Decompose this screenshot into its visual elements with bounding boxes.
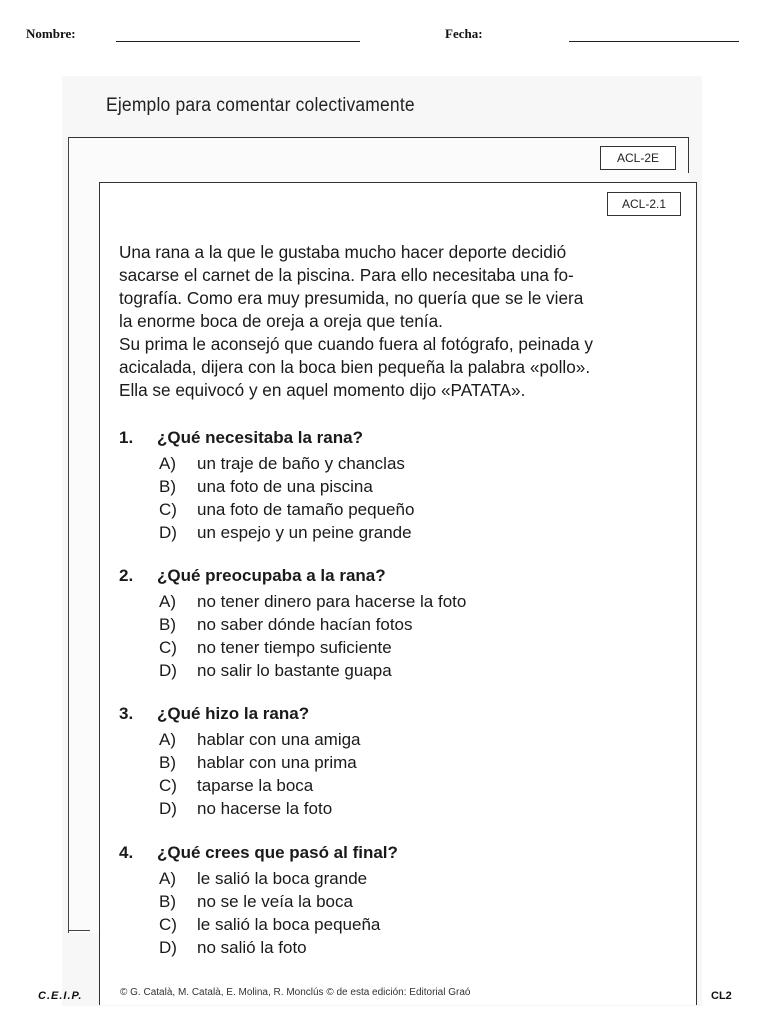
option-letter: A): [159, 454, 176, 473]
option-letter: B): [159, 892, 176, 911]
name-label: Nombre:: [26, 26, 76, 41]
option-text: una foto de una piscina: [197, 477, 373, 496]
question-number: 4.: [119, 843, 134, 862]
story-line: tografía. Como era muy presumida, no quería que se le viera: [119, 288, 584, 308]
question-title: [119, 843, 679, 867]
option-b: [119, 890, 679, 913]
option-letter: D): [159, 799, 177, 818]
option-d: [119, 659, 679, 682]
question-title: [119, 566, 679, 590]
question-text: ¿Qué crees que pasó al final?: [157, 843, 398, 862]
example-title: Ejemplo para comentar colectivamente: [106, 95, 415, 116]
question-2: [119, 566, 679, 682]
back-worksheet-edge: [688, 137, 689, 173]
question-1: [119, 428, 679, 544]
option-text: hablar con una amiga: [197, 730, 361, 749]
option-letter: D): [159, 523, 177, 542]
option-b: [119, 613, 679, 636]
option-letter: A): [159, 730, 176, 749]
option-letter: A): [159, 869, 176, 888]
option-text: no saber dónde hacían fotos: [197, 615, 413, 634]
option-text: le salió la boca pequeña: [197, 915, 381, 934]
school-label: C.E.I.P.: [38, 990, 83, 1002]
option-c: [119, 636, 679, 659]
option-d: [119, 521, 679, 544]
front-code-box: ACL-2.1: [607, 192, 681, 216]
option-letter: D): [159, 938, 177, 957]
option-text: no tener dinero para hacerse la foto: [197, 592, 467, 611]
question-4: [119, 843, 679, 959]
option-a: [119, 452, 679, 475]
option-letter: D): [159, 661, 177, 680]
option-b: [119, 751, 679, 774]
story-text: [119, 241, 685, 402]
option-text: no salir lo bastante guapa: [197, 661, 392, 680]
back-worksheet-bottom: [68, 930, 90, 931]
option-letter: A): [159, 592, 176, 611]
option-letter: C): [159, 915, 177, 934]
option-text: un espejo y un peine grande: [197, 523, 412, 542]
story-line: la enorme boca de oreja a oreja que tenía.: [119, 311, 443, 331]
option-c: [119, 498, 679, 521]
option-text: un traje de baño y chanclas: [197, 454, 405, 473]
question-text: ¿Qué hizo la rana?: [157, 704, 310, 723]
option-d: [119, 936, 679, 959]
option-b: [119, 475, 679, 498]
option-text: le salió la boca grande: [197, 869, 368, 888]
option-c: [119, 913, 679, 936]
option-a: [119, 867, 679, 890]
corner-code: CL2: [711, 990, 732, 1002]
option-letter: C): [159, 500, 177, 519]
option-letter: B): [159, 477, 176, 496]
question-number: 1.: [119, 428, 134, 447]
date-line: [569, 41, 739, 42]
option-text: no se le veía la boca: [197, 892, 353, 911]
question-number: 2.: [119, 566, 134, 585]
story-line: Una rana a la que le gustaba mucho hacer deporte decidió: [119, 242, 567, 262]
option-letter: B): [159, 615, 176, 634]
question-number: 3.: [119, 704, 134, 723]
question-title: [119, 428, 679, 452]
story-line: Su prima le aconsejó que cuando fuera al fotógrafo, peinada y: [119, 334, 593, 354]
option-a: [119, 728, 679, 751]
question-3: [119, 704, 679, 820]
option-text: taparse la boca: [197, 776, 314, 795]
question-text: ¿Qué preocupaba a la rana?: [157, 566, 386, 585]
option-c: [119, 774, 679, 797]
option-text: hablar con una prima: [197, 753, 357, 772]
option-letter: C): [159, 776, 177, 795]
option-text: no salió la foto: [197, 938, 307, 957]
option-d: [119, 797, 679, 820]
back-code-box: ACL-2E: [600, 146, 676, 170]
question-text: ¿Qué necesitaba la rana?: [157, 428, 363, 447]
copyright-credits: © G. Català, M. Català, E. Molina, R. Monclús © de esta edición: Editorial Graó: [120, 987, 471, 998]
option-a: [119, 590, 679, 613]
story-line: acicalada, dijera con la boca bien pequeña la palabra «pollo».: [119, 357, 591, 377]
story-line: Ella se equivocó y en aquel momento dijo «PATATA».: [119, 380, 526, 400]
question-title: [119, 704, 679, 728]
option-text: una foto de tamaño pequeño: [197, 500, 415, 519]
date-label: Fecha:: [445, 26, 483, 41]
option-letter: C): [159, 638, 177, 657]
option-text: no hacerse la foto: [197, 799, 333, 818]
name-line: [116, 41, 360, 42]
option-letter: B): [159, 753, 176, 772]
story-line: sacarse el carnet de la piscina. Para ello necesitaba una fo-: [119, 265, 574, 285]
option-text: no tener tiempo suficiente: [197, 638, 392, 657]
